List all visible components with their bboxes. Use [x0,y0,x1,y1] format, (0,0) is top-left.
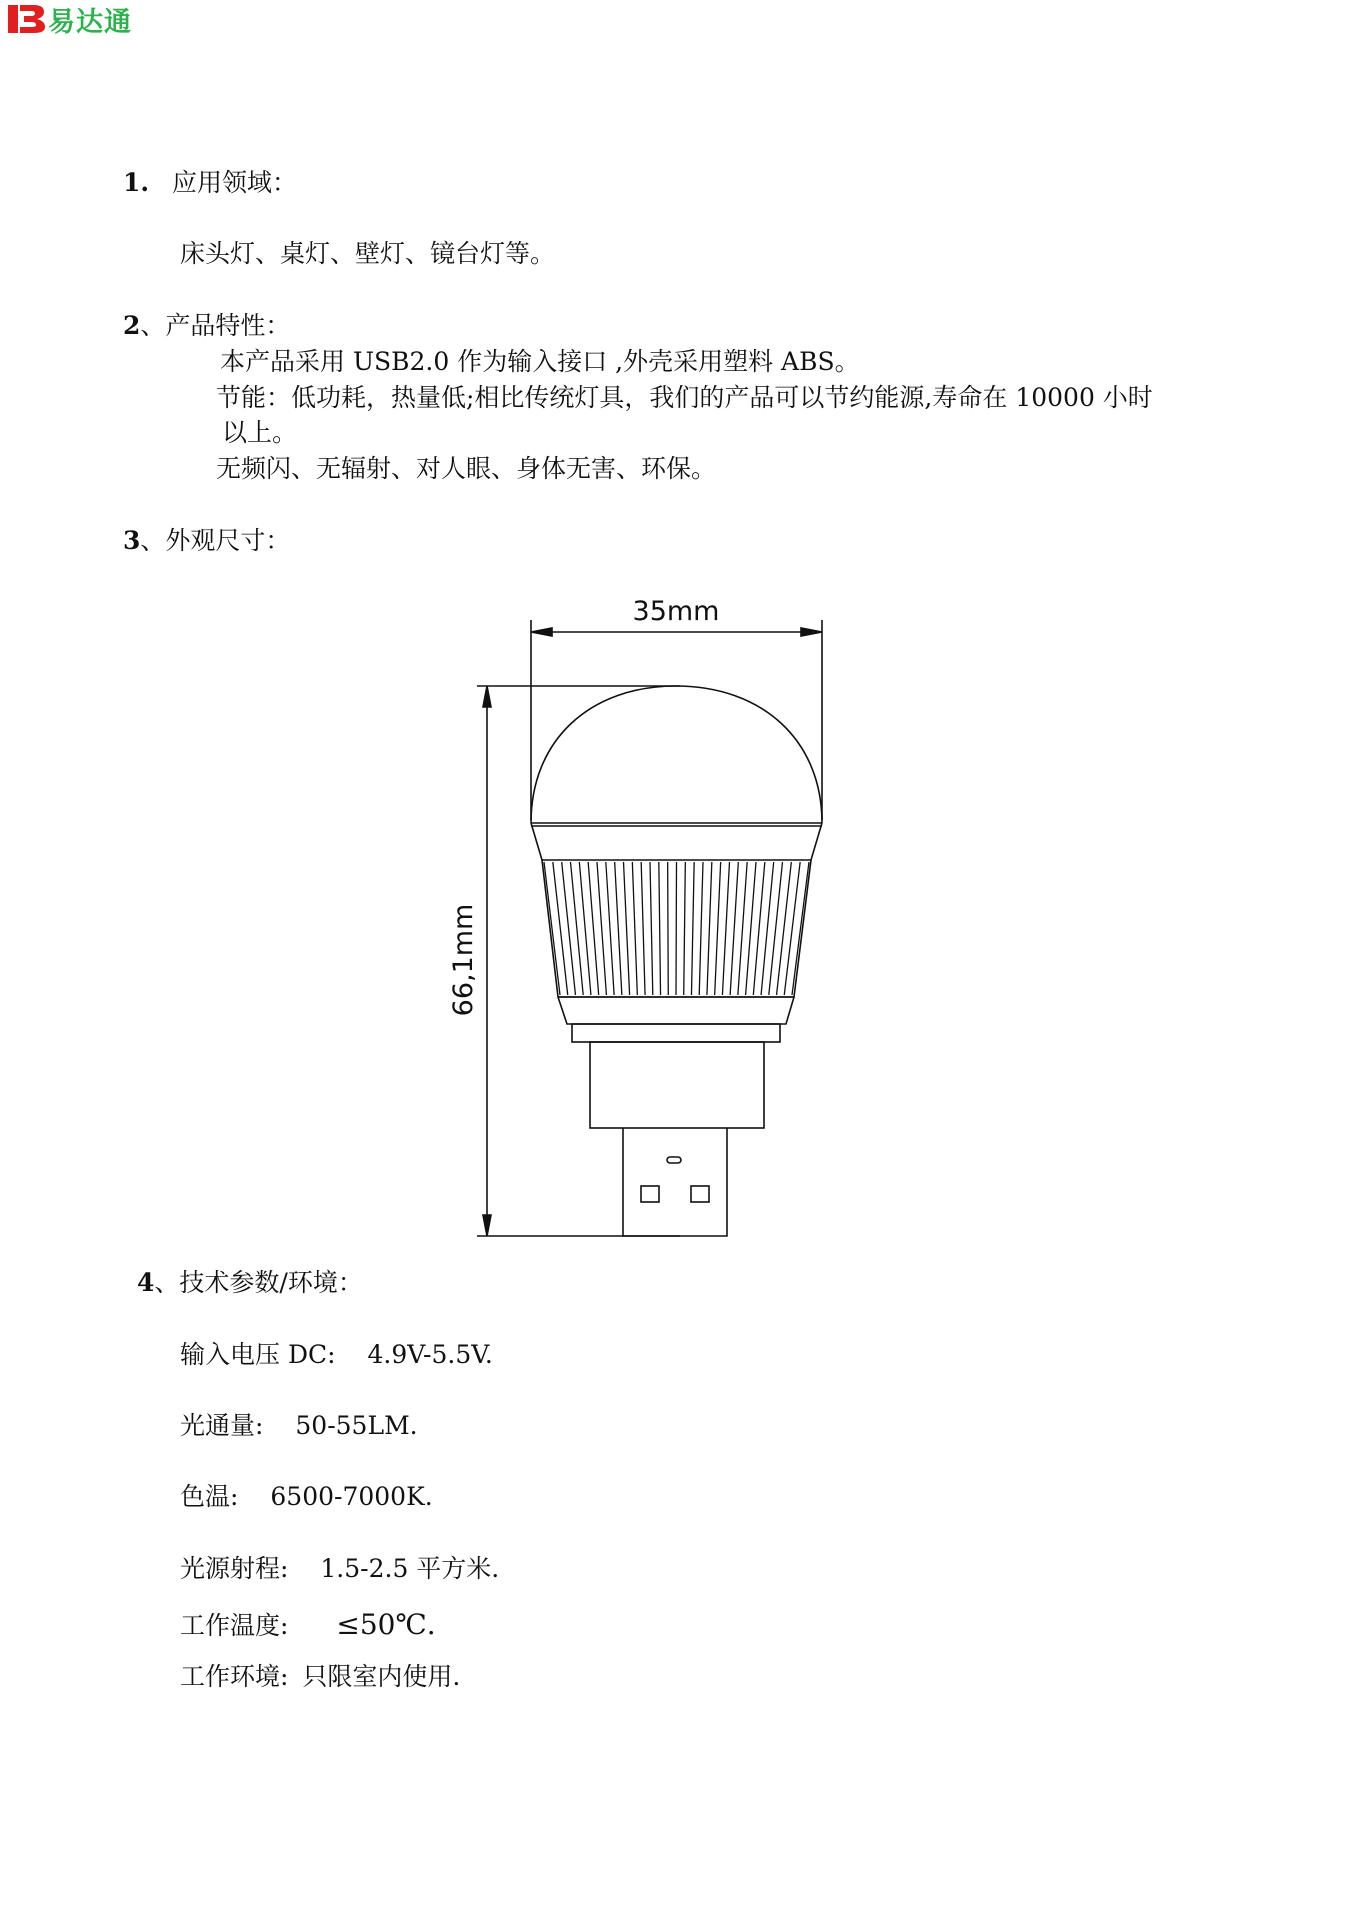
spec-label: 输入电压 DC: [180,1340,336,1369]
spec-value: 6500-7000K. [270,1482,433,1511]
usb-slot-indicator [667,1157,681,1163]
spec-value: 只限室内使用. [302,1662,461,1691]
neck-ring [572,1024,780,1042]
spec-value: 1.5-2.5 平方米. [320,1554,500,1583]
spec-label: 光源射程: [180,1554,289,1583]
section1-number: 1. [123,168,150,197]
b-logo-icon [6,3,46,35]
section1-title: 应用领域： [172,168,298,197]
spec-value: 50-55LM. [295,1411,418,1440]
height-label: 66,1mm [448,903,479,1017]
heatsink-fin [597,862,606,995]
heatsink-fin [641,862,645,995]
spec-row [180,1340,493,1370]
heatsink-fin [722,862,729,995]
heatsink-fin [691,862,694,995]
width-arrow-left [531,628,552,636]
spec-label: 光通量: [180,1411,264,1440]
heatsink-fin [784,862,800,995]
section4-title: 、技术参数/环境： [154,1268,363,1297]
usb-hole-left [641,1186,659,1202]
collar-band [531,823,822,860]
heatsink-fin [738,862,747,995]
spec-label: 工作温度: [180,1611,289,1640]
width-label: 35mm [632,596,720,627]
spec-row [180,1554,499,1584]
usb-housing [590,1042,764,1128]
heatsink-fins [544,862,809,995]
spec-value: ≤50℃. [336,1608,436,1641]
heatsink-fin [562,862,576,995]
heatsink-fin [650,862,653,995]
heatsink-fin [699,862,703,995]
height-arrow-bottom [483,1215,491,1236]
usb-hole-right [691,1186,709,1202]
heatsink-fin [769,862,783,995]
heatsink-fin [730,862,738,995]
section3-title: 、外观尺寸： [140,526,291,555]
section2-title: 、产品特性： [140,311,291,340]
section2-line: 节能：低功耗，热量低;相比传统灯具，我们的产品可以节约能源,寿命在 10000 小时 [216,383,1153,412]
section1-body: 床头灯、桌灯、壁灯、镜台灯等。 [180,239,556,268]
section2-number: 2 [123,311,141,340]
heatsink-fin [684,862,686,995]
bulb-dimension-drawing [430,590,850,1250]
heatsink-fin [615,862,622,995]
usb-plug [623,1128,727,1236]
heatsink-fin [707,862,712,995]
heatsink-fin [624,862,630,995]
spec-value: 4.9V-5.5V. [367,1340,493,1369]
heatsink-fin [715,862,721,995]
heatsink-fin [676,862,677,995]
section4-number: 4 [137,1268,155,1297]
spec-row [180,1610,436,1641]
width-arrow-right [801,628,822,636]
height-arrow-top [483,686,491,707]
company-logo [6,2,132,36]
section2-heading [123,311,290,341]
section2-line: 本产品采用 USB2.0 作为输入接口 ,外壳采用塑料 ABS。 [220,347,860,376]
logo-text: 易达通 [48,6,132,38]
heatsink-fin [544,862,560,995]
bulb-dome [531,686,822,823]
lower-band [558,997,794,1024]
heatsink-fin [777,862,792,995]
spec-row [180,1482,433,1512]
spec-label: 色温: [180,1482,239,1511]
section2-line: 无频闪、无辐射、对人眼、身体无害、环保。 [216,454,717,483]
heatsink-fin [606,862,614,995]
heatsink-fin [632,862,637,995]
heatsink-fin [792,862,809,995]
spec-label: 工作环境: [180,1662,289,1691]
heatsink-fin [659,862,661,995]
spec-row [180,1662,460,1692]
section2-line: 以上。 [222,418,298,447]
section3-number: 3 [123,526,141,555]
spec-row [180,1411,418,1441]
section4-heading [137,1268,363,1298]
heatsink-fin [668,862,669,995]
section3-heading [123,526,290,556]
